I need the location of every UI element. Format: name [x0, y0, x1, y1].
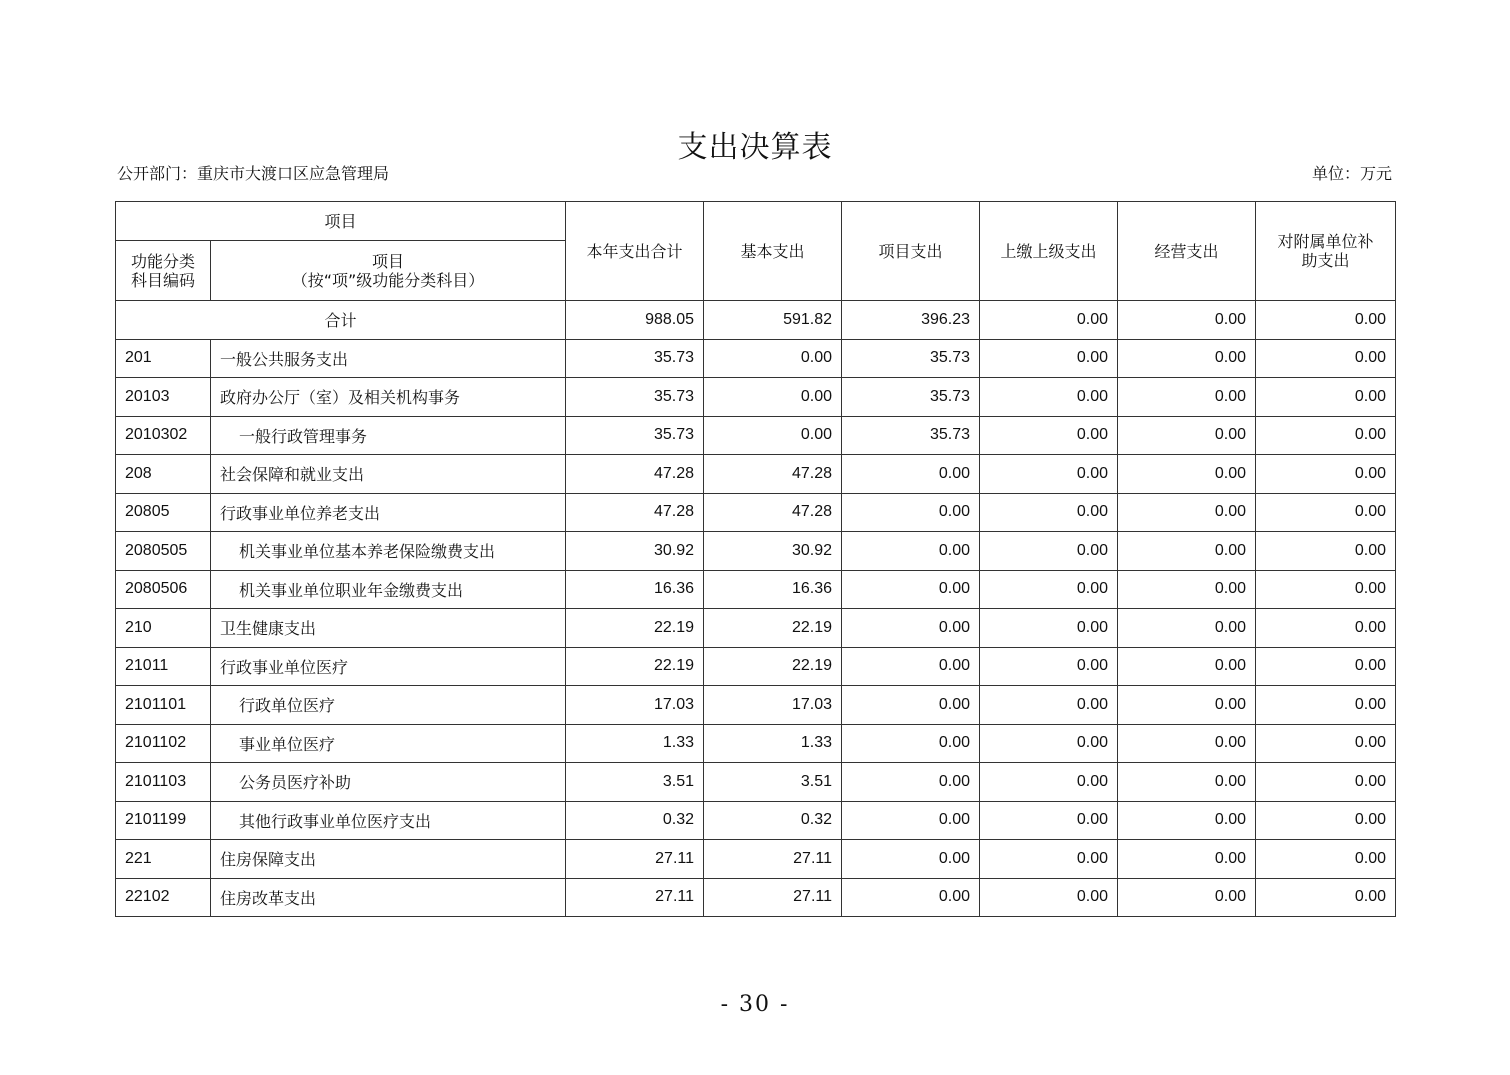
row-value: 0.00 — [980, 416, 1118, 455]
row-value: 0.00 — [980, 378, 1118, 417]
row-value: 0.00 — [1118, 378, 1256, 417]
row-value: 0.00 — [1256, 801, 1396, 840]
row-name: 一般行政管理事务 — [211, 416, 566, 455]
table-row — [116, 801, 1396, 840]
row-value: 0.00 — [1118, 763, 1256, 802]
row-value: 0.00 — [842, 570, 980, 609]
table-row — [116, 416, 1396, 455]
row-value: 0.00 — [1256, 570, 1396, 609]
header-name: 项目 （按“项”级功能分类科目） — [211, 241, 566, 301]
row-value: 22.19 — [566, 609, 704, 648]
table-row — [116, 493, 1396, 532]
row-code: 201 — [116, 339, 211, 378]
expenditure-table — [115, 201, 1396, 917]
row-code: 221 — [116, 840, 211, 879]
row-name: 社会保障和就业支出 — [211, 455, 566, 494]
row-value: 0.00 — [704, 339, 842, 378]
row-value: 22.19 — [704, 647, 842, 686]
row-value: 0.00 — [980, 686, 1118, 725]
row-value: 0.00 — [980, 878, 1118, 917]
row-code: 2101103 — [116, 763, 211, 802]
row-value: 0.32 — [566, 801, 704, 840]
row-name: 卫生健康支出 — [211, 609, 566, 648]
row-name: 其他行政事业单位医疗支出 — [211, 801, 566, 840]
row-value: 0.00 — [1256, 378, 1396, 417]
row-name: 住房保障支出 — [211, 840, 566, 879]
row-value: 0.00 — [1118, 570, 1256, 609]
row-value: 0.00 — [1256, 455, 1396, 494]
table-row — [116, 532, 1396, 571]
row-value: 35.73 — [566, 339, 704, 378]
row-value: 0.00 — [842, 763, 980, 802]
row-value: 30.92 — [704, 532, 842, 571]
row-value: 0.32 — [704, 801, 842, 840]
row-value: 0.00 — [1256, 493, 1396, 532]
row-value: 35.73 — [842, 378, 980, 417]
total-label: 合计 — [116, 301, 566, 340]
row-code: 2080505 — [116, 532, 211, 571]
row-value: 0.00 — [1256, 686, 1396, 725]
table-row — [116, 878, 1396, 917]
header-business: 经营支出 — [1118, 202, 1256, 301]
row-value: 0.00 — [842, 493, 980, 532]
table-row — [116, 378, 1396, 417]
row-value: 0.00 — [1256, 878, 1396, 917]
row-value: 0.00 — [980, 724, 1118, 763]
table-row — [116, 724, 1396, 763]
row-name: 机关事业单位职业年金缴费支出 — [211, 570, 566, 609]
row-value: 0.00 — [1118, 532, 1256, 571]
row-value: 0.00 — [1256, 339, 1396, 378]
row-value: 35.73 — [566, 416, 704, 455]
row-value: 0.00 — [704, 416, 842, 455]
row-value: 0.00 — [842, 647, 980, 686]
total-value: 591.82 — [704, 301, 842, 340]
row-code: 208 — [116, 455, 211, 494]
header-item-group: 项目 — [116, 202, 566, 241]
row-code: 21011 — [116, 647, 211, 686]
row-value: 0.00 — [1118, 493, 1256, 532]
row-value: 0.00 — [842, 455, 980, 494]
row-code: 2101199 — [116, 801, 211, 840]
row-value: 30.92 — [566, 532, 704, 571]
row-value: 0.00 — [1118, 686, 1256, 725]
row-value: 0.00 — [1118, 416, 1256, 455]
row-value: 17.03 — [704, 686, 842, 725]
row-code: 20805 — [116, 493, 211, 532]
row-value: 0.00 — [1118, 878, 1256, 917]
row-name: 行政单位医疗 — [211, 686, 566, 725]
row-code: 22102 — [116, 878, 211, 917]
row-value: 0.00 — [842, 878, 980, 917]
total-value: 0.00 — [1256, 301, 1396, 340]
header-project: 项目支出 — [842, 202, 980, 301]
row-value: 1.33 — [566, 724, 704, 763]
row-value: 0.00 — [1256, 609, 1396, 648]
row-value: 27.11 — [566, 840, 704, 879]
row-name: 行政事业单位医疗 — [211, 647, 566, 686]
row-name: 机关事业单位基本养老保险缴费支出 — [211, 532, 566, 571]
row-value: 0.00 — [980, 493, 1118, 532]
row-value: 3.51 — [704, 763, 842, 802]
row-value: 47.28 — [566, 493, 704, 532]
header-basic: 基本支出 — [704, 202, 842, 301]
row-value: 0.00 — [842, 801, 980, 840]
row-value: 0.00 — [1256, 840, 1396, 879]
row-value: 0.00 — [980, 840, 1118, 879]
row-value: 0.00 — [842, 840, 980, 879]
row-value: 0.00 — [842, 532, 980, 571]
row-value: 35.73 — [842, 339, 980, 378]
row-name: 住房改革支出 — [211, 878, 566, 917]
row-value: 22.19 — [704, 609, 842, 648]
row-value: 27.11 — [566, 878, 704, 917]
table-row — [116, 647, 1396, 686]
row-value: 0.00 — [1118, 455, 1256, 494]
total-row — [116, 301, 1396, 340]
row-value: 0.00 — [980, 455, 1118, 494]
row-name: 事业单位医疗 — [211, 724, 566, 763]
row-code: 2010302 — [116, 416, 211, 455]
table-row — [116, 763, 1396, 802]
table-row — [116, 570, 1396, 609]
row-value: 0.00 — [980, 801, 1118, 840]
header-upper: 上缴上级支出 — [980, 202, 1118, 301]
header-subsidy: 对附属单位补 助支出 — [1256, 202, 1396, 301]
row-code: 2101102 — [116, 724, 211, 763]
header-row-top — [116, 202, 1396, 241]
row-value: 0.00 — [1118, 801, 1256, 840]
row-name: 政府办公厅（室）及相关机构事务 — [211, 378, 566, 417]
row-value: 0.00 — [1256, 647, 1396, 686]
row-value: 47.28 — [704, 493, 842, 532]
row-code: 20103 — [116, 378, 211, 417]
row-value: 0.00 — [1118, 840, 1256, 879]
row-value: 0.00 — [842, 724, 980, 763]
unit-label: 单位：万元 — [1311, 164, 1392, 183]
row-code: 2080506 — [116, 570, 211, 609]
row-value: 0.00 — [1256, 416, 1396, 455]
total-value: 0.00 — [1118, 301, 1256, 340]
table-row — [116, 339, 1396, 378]
row-value: 0.00 — [1256, 724, 1396, 763]
row-value: 0.00 — [1256, 763, 1396, 802]
row-code: 2101101 — [116, 686, 211, 725]
total-value: 396.23 — [842, 301, 980, 340]
row-value: 17.03 — [566, 686, 704, 725]
row-name: 行政事业单位养老支出 — [211, 493, 566, 532]
row-value: 0.00 — [1118, 647, 1256, 686]
row-value: 0.00 — [980, 647, 1118, 686]
row-value: 0.00 — [842, 609, 980, 648]
table-row — [116, 686, 1396, 725]
row-value: 0.00 — [1118, 724, 1256, 763]
row-value: 47.28 — [704, 455, 842, 494]
header-total: 本年支出合计 — [566, 202, 704, 301]
row-name: 一般公共服务支出 — [211, 339, 566, 378]
row-value: 27.11 — [704, 878, 842, 917]
table-row — [116, 609, 1396, 648]
row-value: 16.36 — [704, 570, 842, 609]
page-number: - 30 - — [720, 992, 790, 1017]
row-value: 0.00 — [842, 686, 980, 725]
row-value: 22.19 — [566, 647, 704, 686]
table-row — [116, 840, 1396, 879]
row-value: 0.00 — [704, 378, 842, 417]
row-value: 16.36 — [566, 570, 704, 609]
row-value: 0.00 — [980, 763, 1118, 802]
row-value: 35.73 — [842, 416, 980, 455]
total-value: 0.00 — [980, 301, 1118, 340]
row-value: 0.00 — [980, 570, 1118, 609]
row-code: 210 — [116, 609, 211, 648]
row-value: 1.33 — [704, 724, 842, 763]
row-value: 27.11 — [704, 840, 842, 879]
table-row — [116, 455, 1396, 494]
row-value: 0.00 — [1118, 609, 1256, 648]
row-value: 0.00 — [980, 532, 1118, 571]
row-value: 0.00 — [1118, 339, 1256, 378]
row-value: 3.51 — [566, 763, 704, 802]
department-label: 公开部门：重庆市大渡口区应急管理局 — [117, 164, 390, 183]
document-title: 支出决算表 — [677, 130, 833, 165]
row-name: 公务员医疗补助 — [211, 763, 566, 802]
row-value: 0.00 — [980, 339, 1118, 378]
row-value: 35.73 — [566, 378, 704, 417]
row-value: 47.28 — [566, 455, 704, 494]
row-value: 0.00 — [1256, 532, 1396, 571]
row-value: 0.00 — [980, 609, 1118, 648]
header-code: 功能分类 科目编码 — [116, 241, 211, 301]
total-value: 988.05 — [566, 301, 704, 340]
